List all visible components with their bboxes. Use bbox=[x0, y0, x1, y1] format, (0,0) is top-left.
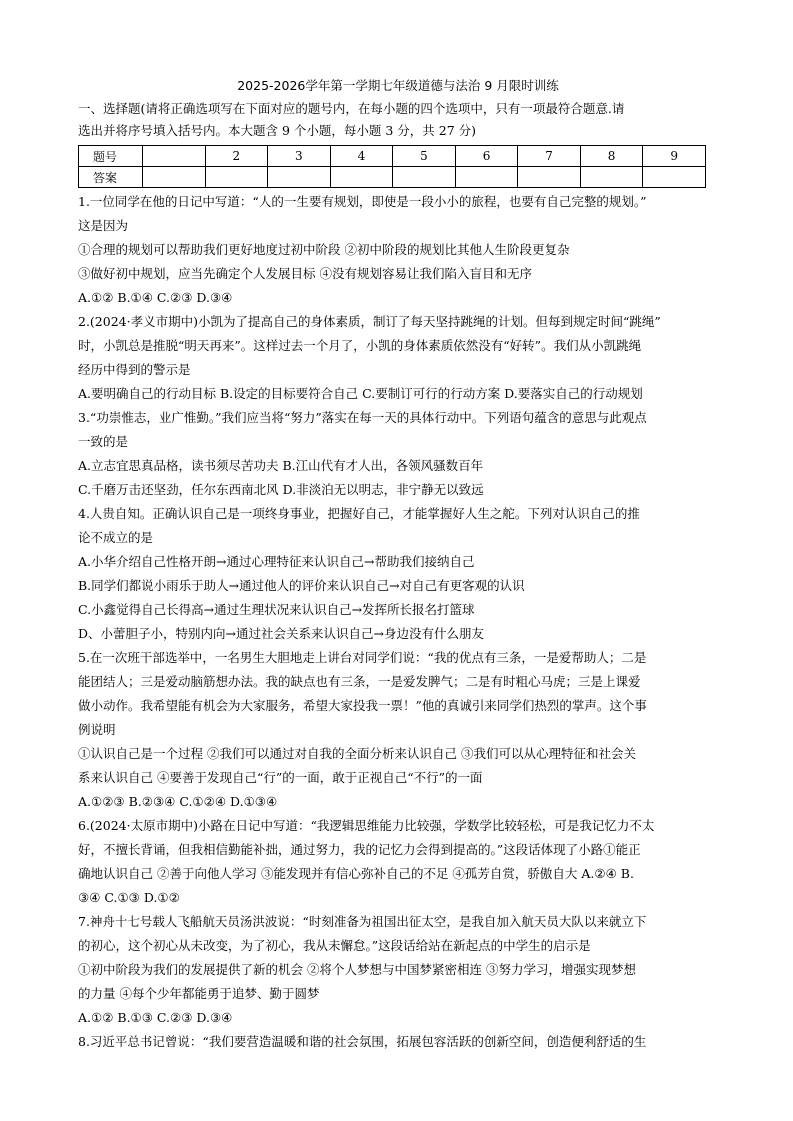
question-8 bbox=[78, 1030, 718, 1054]
question-choices: A.①② B.①③ C.②③ D.③④ bbox=[78, 1010, 233, 1025]
question-stem: 1.一位同学在他的日记中写道：“人的一生要有规划，即使是一段小小的旅程，也要有自己完整的规划。” bbox=[78, 194, 647, 209]
question-stem: 7.神舟十七号载人飞船航天员汤洪波说：“时刻准备为祖国出征太空，是我自加入航天员大队以来就立下 bbox=[78, 914, 647, 929]
question-options: ③做好初中规划，应当先确定个人发展目标 ④没有规划容易让我们陷入盲目和无序 bbox=[78, 266, 532, 281]
question-number-cell: 5 bbox=[393, 146, 456, 167]
answer-label: 答案 bbox=[79, 167, 143, 188]
question-stem: 例说明 bbox=[78, 722, 116, 737]
question-choice-b: B.同学们都说小雨乐于助人→通过他人的评价来认识自己→对自己有更客观的认识 bbox=[78, 578, 525, 593]
question-stem: 这是因为 bbox=[78, 218, 129, 233]
question-stem: 的初心，这个初心从未改变，为了初心，我从未懈怠。”这段话给站在新起点的中学生的启示是 bbox=[78, 938, 591, 953]
question-number-cell: 2 bbox=[205, 146, 268, 167]
exam-title: 2025-2026学年第一学期七年级道德与法治 9 月限时训练 bbox=[237, 78, 559, 93]
answer-cell[interactable] bbox=[143, 167, 206, 188]
question-choice-a: A.小华介绍自己性格开朗→通过心理特征来认识自己→帮助我们接纳自己 bbox=[78, 554, 475, 569]
question-stem: 经历中得到的警示是 bbox=[78, 362, 191, 377]
question-number-label: 题号 bbox=[79, 146, 143, 167]
answer-table bbox=[78, 145, 706, 188]
question-stem: 6.(2024·太原市期中)小路在日记中写道：“我逻辑思维能力比较强，学数学比较轻松，可是我记忆力不太 bbox=[78, 818, 655, 833]
question-options: 系来认识自己 ④要善于发现自己“行”的一面，敢于正视自己“不行”的一面 bbox=[78, 770, 483, 785]
answer-cell[interactable] bbox=[643, 167, 706, 188]
question-2 bbox=[78, 310, 718, 406]
question-number-cell: 7 bbox=[518, 146, 581, 167]
question-options: ①合理的规划可以帮助我们更好地度过初中阶段 ②初中阶段的规划比其他人生阶段更复杂 bbox=[78, 242, 570, 257]
question-number-cell: 9 bbox=[643, 146, 706, 167]
question-stem: 8.习近平总书记曾说：“我们要营造温暖和谐的社会氛围，拓展包容活跃的创新空间，创造便利舒适的生 bbox=[78, 1034, 647, 1049]
question-choices: C.千磨万击还坚劲，任尔东西南北风 D.非淡泊无以明志，非宁静无以致远 bbox=[78, 482, 484, 497]
answer-table-answer-row bbox=[79, 167, 706, 188]
question-choices: A.要明确自己的行动目标 B.设定的目标要符合自己 C.要制订可行的行动方案 D.要落实自己的行动规划 bbox=[78, 386, 643, 401]
question-stem: 时，小凯总是推脱“明天再来”。这样过去一个月了，小凯的身体素质依然没有“好转”。我们从小凯跳绳 bbox=[78, 338, 642, 353]
answer-cell[interactable] bbox=[455, 167, 518, 188]
question-choices: A.①② B.①④ C.②③ D.③④ bbox=[78, 290, 233, 305]
question-choice-c: C.小鑫觉得自己长得高→通过生理状况来认识自己→发挥所长报名打篮球 bbox=[78, 602, 475, 617]
section-instruction-line2: 选出并将序号填入括号内。本大题含 9 个小题，每小题 3 分，共 27 分) bbox=[78, 123, 477, 138]
answer-table-number-row bbox=[79, 146, 706, 167]
question-number-cell: 3 bbox=[268, 146, 331, 167]
exam-page bbox=[78, 76, 718, 1054]
answer-cell[interactable] bbox=[393, 167, 456, 188]
question-stem: 能团结人；三是爱动脑筋想办法。我的缺点也有三条，一是爱发脾气；二是有时粗心马虎；三是上课爱 bbox=[78, 674, 641, 689]
question-number-cell bbox=[143, 146, 206, 167]
question-stem: 好，不擅长背诵，但我相信勤能补拙，通过努力，我的记忆力会得到提高的。”这段话体现了小路①能正 bbox=[78, 842, 641, 857]
question-choices: A.立志宜思真品格，读书须尽苦功夫 B.江山代有才人出，各领风骚数百年 bbox=[78, 458, 484, 473]
question-stem: 3.“功崇惟志，业广惟勤。”我们应当将“努力”落实在每一天的具体行动中。下列语句蕴含的意思与此观点 bbox=[78, 410, 647, 425]
question-stem: 2.(2024·孝义市期中)小凯为了提高自己的身体素质，制订了每天坚持跳绳的计划。但每到规定时间“跳绳” bbox=[78, 314, 661, 329]
question-options: ①认识自己是一个过程 ②我们可以通过对自我的全面分析来认识自己 ③我们可以从心理特征和社会关 bbox=[78, 746, 636, 761]
answer-cell[interactable] bbox=[205, 167, 268, 188]
question-stem: 4.人贵自知。正确认识自己是一项终身事业，把握好自己，才能掌握好人生之舵。下列对认识自己的推 bbox=[78, 506, 640, 521]
answer-cell[interactable] bbox=[268, 167, 331, 188]
question-number-cell: 8 bbox=[580, 146, 643, 167]
question-choices: ③④ C.①③ D.①② bbox=[78, 890, 180, 905]
question-1 bbox=[78, 190, 718, 310]
question-options: ①初中阶段为我们的发展提供了新的机会 ②将个人梦想与中国梦紧密相连 ③努力学习，增强实现梦想 bbox=[78, 962, 636, 977]
question-choice-d: D、小蕾胆子小，特别内向→通过社会关系来认识自己→身边没有什么朋友 bbox=[78, 626, 484, 641]
answer-cell[interactable] bbox=[330, 167, 393, 188]
question-stem: 5.在一次班干部选举中，一名男生大胆地走上讲台对同学们说：“我的优点有三条，一是爱帮助人；二是 bbox=[78, 650, 647, 665]
question-4 bbox=[78, 502, 718, 646]
question-3 bbox=[78, 406, 718, 502]
answer-cell[interactable] bbox=[580, 167, 643, 188]
question-stem: 做小动作。我希望能有机会为大家服务，希望大家投我一票！”他的真诚引来同学们热烈的掌声。这个事 bbox=[78, 698, 647, 713]
question-options: 的力量 ④每个少年都能勇于追梦、勤于圆梦 bbox=[78, 986, 320, 1001]
question-stem: 论不成立的是 bbox=[78, 530, 154, 545]
answer-cell[interactable] bbox=[518, 167, 581, 188]
question-number-cell: 4 bbox=[330, 146, 393, 167]
question-7 bbox=[78, 910, 718, 1030]
section-instruction-line1: 一、选择题(请将正确选项写在下面对应的题号内，在每小题的四个选项中，只有一项最符合题意.请 bbox=[78, 101, 625, 116]
question-stem: 一致的是 bbox=[78, 434, 129, 449]
question-5 bbox=[78, 646, 718, 814]
question-number-cell: 6 bbox=[455, 146, 518, 167]
question-choices: A.①②③ B.②③④ C.①②④ D.①③④ bbox=[78, 794, 278, 809]
question-stem: 确地认识自己 ②善于向他人学习 ③能发现并有信心弥补自己的不足 ④孤芳自赏，骄傲自大 A.②④ B. bbox=[78, 866, 634, 881]
question-6 bbox=[78, 814, 718, 910]
